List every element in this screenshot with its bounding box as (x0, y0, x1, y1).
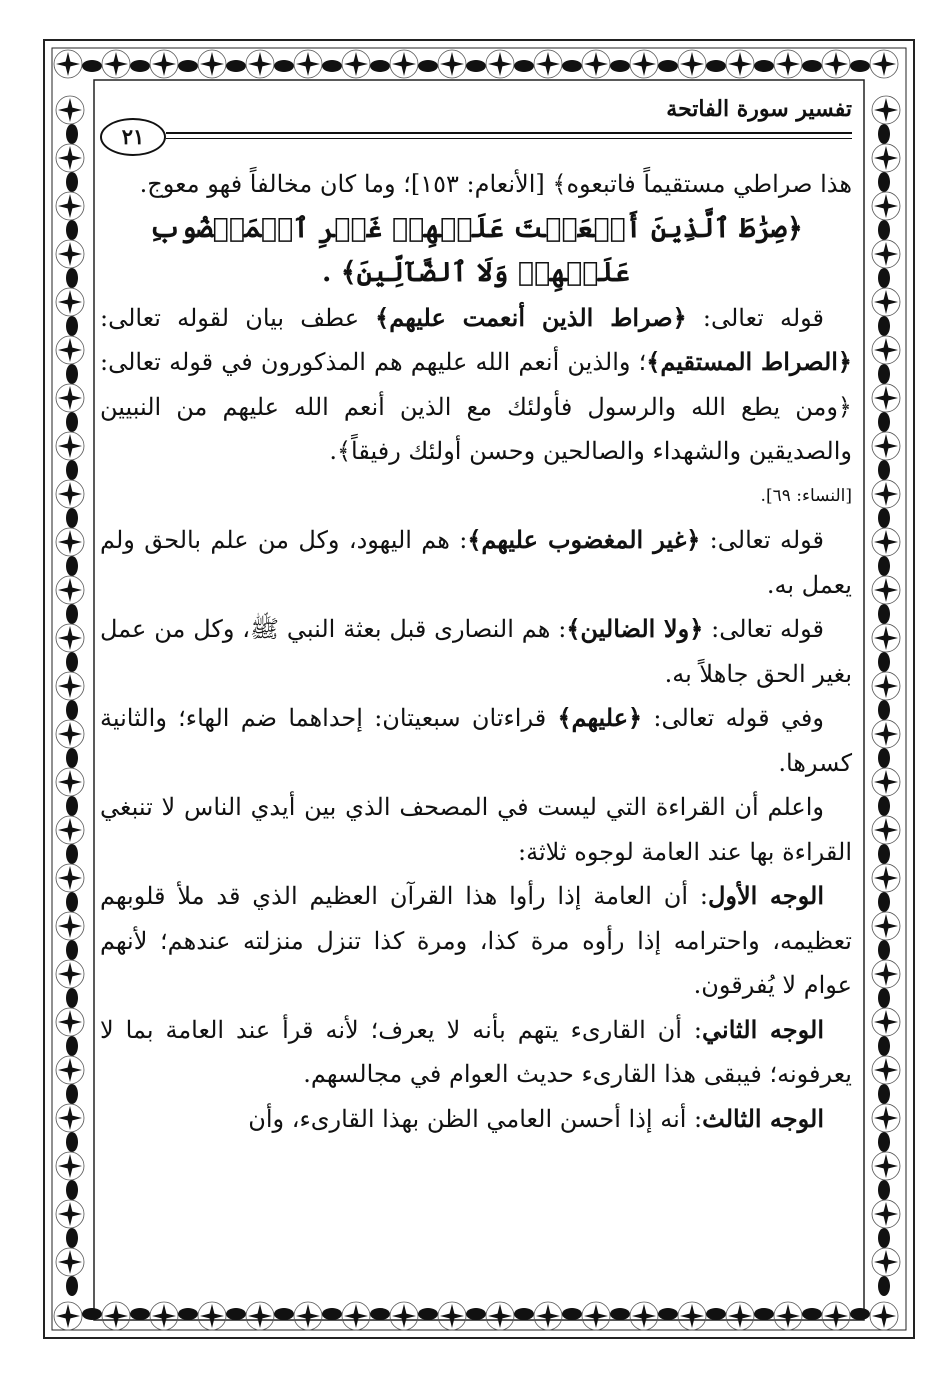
star-ornament-icon (874, 1250, 898, 1274)
citation: [النساء: ٦٩]. (760, 485, 852, 506)
star-ornament-icon (58, 674, 82, 698)
drop-ornament-icon (66, 268, 78, 288)
drop-ornament-icon (878, 1276, 890, 1296)
star-ornament-icon (58, 482, 82, 506)
drop-ornament-icon (878, 1180, 890, 1200)
star-ornament-icon (488, 52, 512, 76)
star-ornament-icon (874, 626, 898, 650)
star-ornament-icon (872, 1304, 896, 1328)
drop-ornament-icon (878, 748, 890, 768)
paragraph-text: : أنه إذا أحسن العامي الظن بهذا القارىء، وأن (248, 1104, 703, 1133)
drop-ornament-icon (878, 796, 890, 816)
star-ornament-icon (874, 242, 898, 266)
section-heading: الوجه الثالث (702, 1103, 824, 1133)
drop-ornament-icon (66, 892, 78, 912)
star-ornament-icon (58, 530, 82, 554)
drop-ornament-icon (274, 1308, 294, 1320)
star-ornament-icon (874, 1106, 898, 1130)
star-ornament-icon (58, 962, 82, 986)
quran-verse: ﴿صِرَٰطَ ٱلَّذِينَ أَنۡعَمۡتَ عَلَيۡهِمۡ غَيۡرِ ٱلۡمَغۡضُوبِ عَلَيۡهِمۡ وَلَا ٱلضَّآلِّينَ﴾ . (149, 212, 803, 288)
quoted-phrase: ﴿عليهم﴾ (557, 703, 643, 732)
star-ornament-icon (874, 482, 898, 506)
star-ornament-icon (200, 52, 224, 76)
drop-ornament-icon (878, 268, 890, 288)
quoted-phrase: ﴿صراط الذين أنعمت عليهم﴾ (375, 302, 687, 332)
star-ornament-icon (872, 52, 896, 76)
star-ornament-icon (874, 98, 898, 122)
paragraph-text: : أن العامة إذا رأوا هذا القرآن العظيم الذي قد ملأ قلوبهم تعظيمه، واحترامه إذا رأوه مرة كذا، ومرة كذا تنزل منزلته عندهم؛ لأنهم عوام لا يُفرقون. (100, 882, 852, 999)
drop-ornament-icon (66, 988, 78, 1008)
star-ornament-icon (58, 98, 82, 122)
drop-ornament-icon (878, 988, 890, 1008)
drop-ornament-icon (878, 892, 890, 912)
drop-ornament-icon (66, 844, 78, 864)
drop-ornament-icon (562, 1308, 582, 1320)
star-ornament-icon (58, 626, 82, 650)
star-ornament-icon (58, 1010, 82, 1034)
header-rule (166, 132, 852, 134)
star-ornament-icon (874, 674, 898, 698)
drop-ornament-icon (878, 1036, 890, 1056)
paragraph (100, 696, 852, 785)
drop-ornament-icon (878, 1084, 890, 1104)
star-ornament-icon (874, 338, 898, 362)
star-ornament-icon (874, 866, 898, 890)
star-ornament-icon (632, 52, 656, 76)
star-ornament-icon (392, 52, 416, 76)
paragraph-text: : أن القارىء يتهم بأنه لا يعرف؛ لأنه قرأ عند العامة بما لا يعرفونه؛ فيبقى هذا القارىء حديث العوام في مجالسهم. (100, 1015, 852, 1088)
drop-ornament-icon (418, 60, 438, 72)
drop-ornament-icon (562, 60, 582, 72)
drop-ornament-icon (370, 1308, 390, 1320)
drop-ornament-icon (66, 1036, 78, 1056)
star-ornament-icon (874, 1058, 898, 1082)
drop-ornament-icon (66, 1228, 78, 1248)
drop-ornament-icon (878, 124, 890, 144)
drop-ornament-icon (878, 508, 890, 528)
star-ornament-icon (776, 52, 800, 76)
star-ornament-icon (874, 1154, 898, 1178)
star-ornament-icon (58, 578, 82, 602)
drop-ornament-icon (66, 220, 78, 240)
drop-ornament-icon (878, 700, 890, 720)
star-ornament-icon (874, 914, 898, 938)
drop-ornament-icon (802, 1308, 822, 1320)
star-ornament-icon (344, 52, 368, 76)
star-ornament-icon (58, 866, 82, 890)
drop-ornament-icon (754, 60, 774, 72)
page-header (100, 88, 852, 148)
drop-ornament-icon (850, 60, 870, 72)
drop-ornament-icon (66, 508, 78, 528)
drop-ornament-icon (466, 1308, 486, 1320)
drop-ornament-icon (66, 1084, 78, 1104)
star-ornament-icon (58, 818, 82, 842)
drop-ornament-icon (66, 412, 78, 432)
drop-ornament-icon (878, 652, 890, 672)
paragraph-text: ؛ والذين أنعم الله عليهم هم المذكورون في قوله تعالى: ﴿ومن يطع الله والرسول فأولئك مع الذين أنعم الله عليهم من النبيين والصديقين والشهداء والصالحين وحسن أولئك رفيقاً﴾. (100, 348, 852, 465)
star-ornament-icon (58, 770, 82, 794)
drop-ornament-icon (878, 1132, 890, 1152)
star-ornament-icon (58, 1154, 82, 1178)
drop-ornament-icon (66, 652, 78, 672)
section-heading: الوجه الأول (707, 881, 825, 910)
section-heading: الوجه الثاني (702, 1014, 825, 1044)
star-ornament-icon (874, 146, 898, 170)
star-ornament-icon (874, 434, 898, 458)
star-ornament-icon (104, 52, 128, 76)
paragraph (100, 518, 852, 607)
drop-ornament-icon (178, 60, 198, 72)
star-ornament-icon (58, 338, 82, 362)
star-ornament-icon (58, 1106, 82, 1130)
star-ornament-icon (874, 386, 898, 410)
star-ornament-icon (536, 52, 560, 76)
body-text (100, 162, 852, 1141)
quoted-phrase: ﴿ولا الضالين﴾ (566, 614, 704, 643)
running-title: تفسير سورة الفاتحة (666, 96, 852, 122)
drop-ornament-icon (878, 1228, 890, 1248)
star-ornament-icon (58, 386, 82, 410)
drop-ornament-icon (66, 604, 78, 624)
paragraph-text: عطف بيان لقوله تعالى: (100, 303, 376, 332)
page-content (100, 88, 852, 1308)
drop-ornament-icon (878, 316, 890, 336)
paragraph-text: قوله تعالى: (686, 303, 824, 332)
star-ornament-icon (680, 52, 704, 76)
drop-ornament-icon (878, 460, 890, 480)
drop-ornament-icon (322, 60, 342, 72)
star-ornament-icon (58, 1250, 82, 1274)
drop-ornament-icon (658, 1308, 678, 1320)
star-ornament-icon (874, 1010, 898, 1034)
paragraph (100, 1008, 852, 1097)
star-ornament-icon (874, 962, 898, 986)
drop-ornament-icon (514, 1308, 534, 1320)
drop-ornament-icon (82, 1308, 102, 1320)
drop-ornament-icon (878, 412, 890, 432)
star-ornament-icon (58, 914, 82, 938)
star-ornament-icon (874, 194, 898, 218)
drop-ornament-icon (610, 60, 630, 72)
paragraph (100, 874, 852, 1008)
drop-ornament-icon (706, 60, 726, 72)
drop-ornament-icon (66, 1132, 78, 1152)
paragraph (100, 1097, 852, 1142)
star-ornament-icon (440, 52, 464, 76)
star-ornament-icon (728, 52, 752, 76)
star-ornament-icon (248, 52, 272, 76)
drop-ornament-icon (466, 60, 486, 72)
paragraph: هذا صراطي مستقيماً فاتبعوه﴾ [الأنعام: ١٥٣]؛ وما كان مخالفاً فهو معوج. (139, 170, 852, 198)
star-ornament-icon (874, 530, 898, 554)
drop-ornament-icon (878, 220, 890, 240)
star-ornament-icon (874, 722, 898, 746)
drop-ornament-icon (178, 1308, 198, 1320)
star-ornament-icon (874, 1202, 898, 1226)
paragraph (100, 607, 852, 696)
header-rule-thin (166, 138, 852, 139)
drop-ornament-icon (322, 1308, 342, 1320)
drop-ornament-icon (514, 60, 534, 72)
drop-ornament-icon (66, 316, 78, 336)
star-ornament-icon (874, 818, 898, 842)
drop-ornament-icon (706, 1308, 726, 1320)
quoted-phrase: ﴿الصراط المستقيم﴾ (646, 347, 852, 376)
drop-ornament-icon (66, 364, 78, 384)
paragraph-text: وفي قوله تعالى: (642, 704, 824, 732)
star-ornament-icon (58, 1202, 82, 1226)
star-ornament-icon (152, 52, 176, 76)
drop-ornament-icon (66, 1276, 78, 1296)
drop-ornament-icon (130, 1308, 150, 1320)
star-ornament-icon (58, 194, 82, 218)
star-ornament-icon (58, 1058, 82, 1082)
star-ornament-icon (874, 770, 898, 794)
drop-ornament-icon (418, 1308, 438, 1320)
drop-ornament-icon (610, 1308, 630, 1320)
drop-ornament-icon (878, 844, 890, 864)
paragraph (100, 296, 852, 474)
drop-ornament-icon (878, 172, 890, 192)
star-ornament-icon (58, 434, 82, 458)
star-ornament-icon (584, 52, 608, 76)
drop-ornament-icon (878, 604, 890, 624)
drop-ornament-icon (802, 60, 822, 72)
star-ornament-icon (874, 578, 898, 602)
drop-ornament-icon (66, 700, 78, 720)
drop-ornament-icon (66, 556, 78, 576)
drop-ornament-icon (66, 940, 78, 960)
star-ornament-icon (58, 722, 82, 746)
drop-ornament-icon (66, 172, 78, 192)
drop-ornament-icon (226, 60, 246, 72)
star-ornament-icon (58, 290, 82, 314)
drop-ornament-icon (658, 60, 678, 72)
paragraph-text: قوله تعالى: (700, 526, 825, 554)
drop-ornament-icon (130, 60, 150, 72)
drop-ornament-icon (66, 1180, 78, 1200)
drop-ornament-icon (878, 364, 890, 384)
star-ornament-icon (56, 52, 80, 76)
star-ornament-icon (874, 290, 898, 314)
drop-ornament-icon (226, 1308, 246, 1320)
quoted-phrase: ﴿غير المغضوب عليهم﴾ (467, 525, 701, 554)
paragraph-text: قراءتان سبعيتان: إحداهما ضم الهاء؛ والثانية كسرها. (100, 704, 852, 777)
star-ornament-icon (296, 52, 320, 76)
drop-ornament-icon (370, 60, 390, 72)
paragraph-text: : هم اليهود، وكل من علم بالحق ولم يعمل به. (100, 526, 852, 599)
page-number: ٢١ (100, 118, 166, 156)
drop-ornament-icon (66, 748, 78, 768)
drop-ornament-icon (66, 460, 78, 480)
drop-ornament-icon (754, 1308, 774, 1320)
drop-ornament-icon (878, 940, 890, 960)
star-ornament-icon (56, 1304, 80, 1328)
paragraph-text: : هم النصارى قبل بعثة النبي ﷺ، وكل من عمل بغير الحق جاهلاً به. (100, 615, 852, 688)
drop-ornament-icon (82, 60, 102, 72)
paragraph-text: قوله تعالى: (703, 615, 825, 643)
star-ornament-icon (58, 146, 82, 170)
drop-ornament-icon (66, 796, 78, 816)
drop-ornament-icon (850, 1308, 870, 1320)
drop-ornament-icon (274, 60, 294, 72)
paragraph: واعلم أن القراءة التي ليست في المصحف الذي بين أيدي الناس لا تنبغي القراءة بها عند العامة لوجوه ثلاثة: (100, 793, 852, 866)
drop-ornament-icon (878, 556, 890, 576)
drop-ornament-icon (66, 124, 78, 144)
star-ornament-icon (824, 52, 848, 76)
star-ornament-icon (58, 242, 82, 266)
